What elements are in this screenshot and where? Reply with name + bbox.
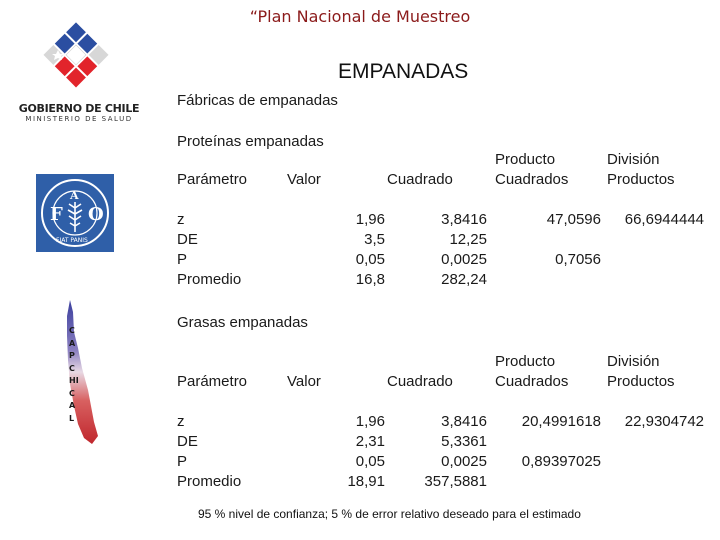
table-header-row — [177, 150, 704, 170]
gobierno-logo-name: GOBIERNO DE CHILE — [18, 102, 140, 115]
col-header-productos: Productos — [607, 171, 675, 188]
capchical-letters: CAPCHICAL — [69, 326, 79, 423]
cell-valor: 1,96 — [355, 413, 385, 430]
cell-division — [601, 270, 704, 290]
cell-producto — [487, 432, 601, 452]
cell-cuadrado: 5,3361 — [441, 433, 487, 450]
chile-map-graphic — [58, 298, 104, 448]
cell-valor: 0,05 — [355, 453, 385, 470]
cell-producto — [487, 230, 601, 250]
table-row — [177, 230, 704, 250]
cell-division: 22,9304742 — [624, 413, 704, 430]
gobierno-de-chile-logo — [14, 14, 144, 126]
table-row — [177, 412, 704, 432]
cell-division — [601, 432, 704, 452]
fabricas-label: Fábricas de empanadas — [177, 92, 338, 109]
svg-text:F: F — [50, 204, 63, 225]
col-header-cuadrado: Cuadrado — [387, 373, 453, 390]
table-header-row — [177, 170, 704, 190]
proteinas-label: Proteínas empanadas — [177, 133, 324, 150]
table-row — [177, 210, 704, 230]
svg-text:FIAT PANIS: FIAT PANIS — [56, 237, 88, 244]
col-header-valor: Valor — [287, 373, 321, 390]
cell-division — [601, 250, 704, 270]
fao-emblem — [36, 174, 114, 252]
cell-cuadrado: 282,24 — [441, 271, 487, 288]
cell-cuadrado: 0,0025 — [441, 251, 487, 268]
cell-division: 66,6944444 — [624, 211, 704, 228]
col-header-parametro: Parámetro — [177, 373, 248, 390]
slide-title: “Plan Nacional de Muestreo — [249, 7, 471, 26]
cell-division — [601, 230, 704, 250]
cell-param: z — [177, 211, 185, 228]
cell-param: DE — [177, 433, 198, 450]
table-header-row — [177, 372, 704, 392]
cell-producto — [487, 472, 601, 492]
cell-valor: 0,05 — [355, 251, 385, 268]
svg-text:O: O — [88, 204, 104, 225]
col-header-valor: Valor — [287, 171, 321, 188]
cell-param: P — [177, 453, 188, 470]
table-row — [177, 472, 704, 492]
cell-cuadrado: 3,8416 — [441, 413, 487, 430]
col-header-productos: Productos — [607, 373, 675, 390]
cell-valor: 18,91 — [347, 473, 385, 490]
table-row — [177, 250, 704, 270]
table-header-row — [177, 352, 704, 372]
table-row — [177, 270, 704, 290]
col-header-producto: Producto — [495, 151, 556, 168]
cell-param: z — [177, 413, 185, 430]
svg-text:A: A — [70, 189, 79, 202]
cell-producto: 0,7056 — [555, 251, 601, 268]
cell-valor: 2,31 — [355, 433, 385, 450]
cell-producto: 0,89397025 — [521, 453, 601, 470]
cell-producto: 47,0596 — [546, 211, 601, 228]
cell-producto: 20,4991618 — [521, 413, 601, 430]
table-row — [177, 432, 704, 452]
gobierno-logo-ministry: MINISTERIO DE SALUD — [25, 115, 133, 123]
grasas-table — [177, 352, 704, 492]
cell-valor: 16,8 — [355, 271, 385, 288]
table-row — [177, 452, 704, 472]
col-header-division: División — [607, 353, 660, 370]
cell-cuadrado: 0,0025 — [441, 453, 487, 470]
col-header-cuadrados: Cuadrados — [495, 373, 569, 390]
cell-param: Promedio — [177, 473, 242, 490]
cell-param: Promedio — [177, 271, 242, 288]
col-header-cuadrados: Cuadrados — [495, 171, 569, 188]
col-header-producto: Producto — [495, 353, 556, 370]
cell-valor: 1,96 — [355, 211, 385, 228]
cell-division — [601, 472, 704, 492]
page-heading: EMPANADAS — [338, 60, 469, 83]
cell-division — [601, 452, 704, 472]
cell-cuadrado: 357,5881 — [424, 473, 487, 490]
proteinas-table — [177, 150, 704, 290]
grasas-label: Grasas empanadas — [177, 314, 308, 331]
cell-param: P — [177, 251, 188, 268]
cell-param: DE — [177, 231, 198, 248]
col-header-parametro: Parámetro — [177, 171, 248, 188]
capchical-logo — [58, 298, 104, 448]
cell-producto — [487, 270, 601, 290]
col-header-cuadrado: Cuadrado — [387, 171, 453, 188]
cell-valor: 3,5 — [364, 231, 385, 248]
fao-logo — [36, 174, 114, 252]
footnote: 95 % nivel de confianza; 5 % de error relativo deseado para el estimado — [198, 507, 581, 521]
cell-cuadrado: 12,25 — [449, 231, 487, 248]
cell-cuadrado: 3,8416 — [441, 211, 487, 228]
col-header-division: División — [607, 151, 660, 168]
